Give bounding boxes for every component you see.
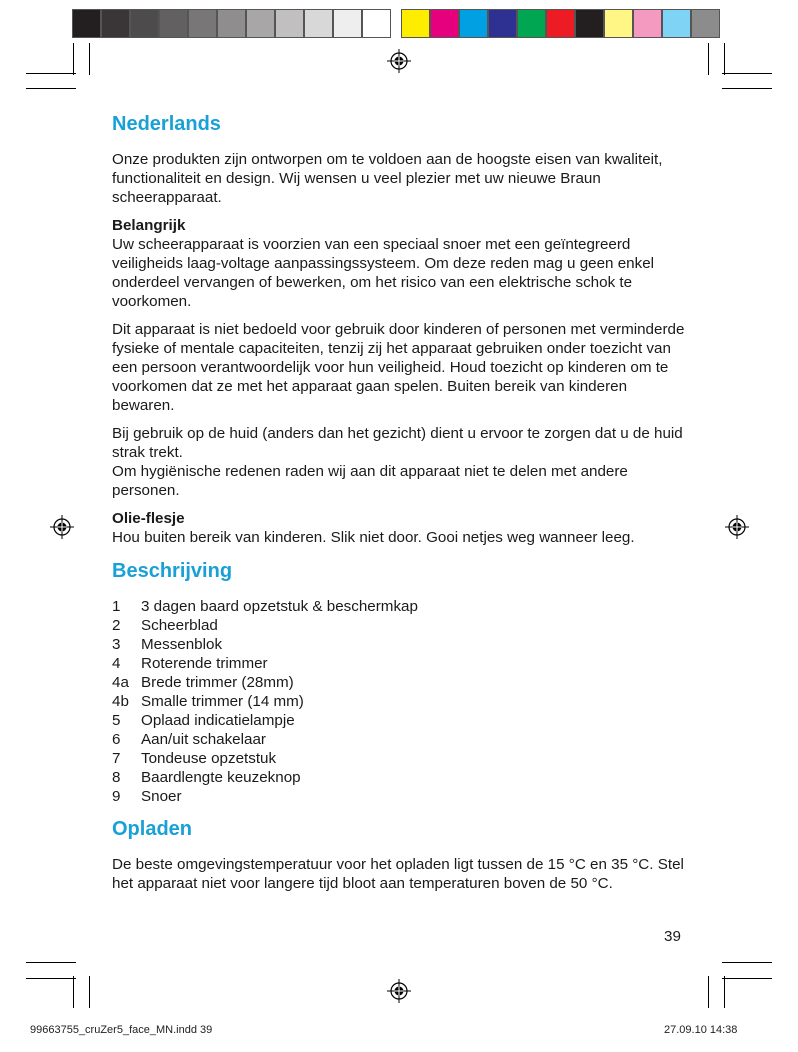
process-swatch: [546, 9, 575, 38]
process-swatch: [517, 9, 546, 38]
registration-mark-top-icon: [387, 49, 411, 73]
list-item: [112, 616, 692, 635]
list-item-text: 3 dagen baard opzetstuk & beschermkap: [141, 598, 418, 615]
list-item-text: Smalle trimmer (14 mm): [141, 693, 304, 710]
grayscale-swatches: [72, 9, 391, 39]
list-item-number: 8: [112, 769, 121, 786]
process-swatch: [430, 9, 459, 38]
footer-date: 27.09.10 14:38: [664, 1024, 738, 1036]
list-item-text: Oplaad indicatielampje: [141, 712, 295, 729]
list-item-number: 1: [112, 598, 121, 615]
list-item-text: Messenblok: [141, 636, 223, 653]
list-item: [112, 730, 692, 749]
list-item: [112, 673, 692, 692]
footer-file-info: 99663755_cruZer5_face_MN.indd 39: [30, 1024, 213, 1036]
registration-mark-bottom-icon: [387, 979, 411, 1003]
list-item: [112, 711, 692, 730]
grays-swatch: [188, 9, 217, 38]
list-item: [112, 597, 692, 616]
list-item-number: 4a: [112, 674, 129, 691]
list-item-number: 9: [112, 788, 121, 805]
process-swatch: [401, 9, 430, 38]
grays-swatch: [101, 9, 130, 38]
oil-text: Hou buiten bereik van kinderen. Slik niet door. Gooi netjes weg wanneer leeg.: [112, 529, 635, 546]
grays-swatch: [130, 9, 159, 38]
registration-mark-left-icon: [50, 515, 74, 539]
list-item-text: Brede trimmer (28mm): [141, 674, 294, 691]
registration-mark-right-icon: [725, 515, 749, 539]
process-swatch: [691, 9, 720, 38]
process-swatch: [662, 9, 691, 38]
important-block: [112, 216, 692, 311]
heading-opladen: Opladen: [112, 818, 193, 840]
grays-swatch: [159, 9, 188, 38]
oil-block: [112, 509, 692, 547]
process-swatch: [604, 9, 633, 38]
heading-nederlands: Nederlands: [112, 113, 221, 135]
oil-label: Olie-flesje: [112, 510, 185, 527]
grays-swatch: [72, 9, 101, 38]
process-swatch: [575, 9, 604, 38]
manual-content: [112, 112, 692, 902]
children-warning-paragraph: Dit apparaat is niet bedoeld voor gebruik door kinderen of personen met verminderde fysieke of mentale capaciteiten, tenzij zij het apparaat gebruiken onder toezicht van een persoon verantwoordelijk voor hun veiligheid. Houd toezicht op kinderen om te voorkomen dat ze met het apparaat gaan spelen. Buiten bereik van kinderen bewaren.: [112, 321, 685, 414]
list-item-number: 4b: [112, 693, 129, 710]
grays-swatch: [246, 9, 275, 38]
grays-swatch: [217, 9, 246, 38]
color-calibration-bar: [72, 9, 720, 39]
skin-hygiene-paragraph: [112, 424, 692, 500]
list-item-text: Baardlengte keuzeknop: [141, 769, 301, 786]
list-item-number: 7: [112, 750, 121, 767]
grays-swatch: [362, 9, 391, 38]
important-label: Belangrijk: [112, 217, 186, 234]
page-number: 39: [664, 928, 681, 945]
list-item: [112, 635, 692, 654]
list-item: [112, 654, 692, 673]
list-item: [112, 768, 692, 787]
process-swatch: [633, 9, 662, 38]
list-item-text: Scheerblad: [141, 617, 218, 634]
list-item-text: Snoer: [141, 788, 182, 805]
list-item: [112, 749, 692, 768]
list-item: [112, 692, 692, 711]
grays-swatch: [275, 9, 304, 38]
list-item: [112, 787, 692, 806]
list-item-number: 6: [112, 731, 121, 748]
list-item-text: Roterende trimmer: [141, 655, 268, 672]
intro-paragraph: Onze produkten zijn ontworpen om te voldoen aan de hoogste eisen van kwaliteit, functionaliteit en design. Wij wensen u veel plezier met uw nieuwe Braun scheerapparaat.: [112, 151, 663, 206]
list-item-number: 3: [112, 636, 121, 653]
important-text: Uw scheerapparaat is voorzien van een speciaal snoer met een geïntegreerd veiligheids laag-voltage aanpassingssysteem. Om deze reden mag u geen enkel onderdeel vervangen of bewerken, om het risico van een elektrische schok te voorkomen.: [112, 236, 655, 310]
process-color-swatches: [401, 9, 720, 39]
charging-paragraph: De beste omgevingstemperatuur voor het opladen ligt tussen de 15 °C en 35 °C. Stel het apparaat niet voor langere tijd bloot aan temperaturen boven de 50 °C.: [112, 856, 684, 892]
heading-beschrijving: Beschrijving: [112, 560, 233, 582]
hygiene-text: Om hygiënische redenen raden wij aan dit apparaat niet te delen met andere personen.: [112, 463, 628, 499]
process-swatch: [488, 9, 517, 38]
list-item-text: Aan/uit schakelaar: [141, 731, 266, 748]
process-swatch: [459, 9, 488, 38]
grays-swatch: [304, 9, 333, 38]
list-item-number: 4: [112, 655, 121, 672]
skin-text: Bij gebruik op de huid (anders dan het gezicht) dient u ervoor te zorgen dat u de huid strak trekt.: [112, 425, 683, 461]
list-item-number: 5: [112, 712, 121, 729]
description-list: [112, 597, 692, 806]
list-item-number: 2: [112, 617, 121, 634]
list-item-text: Tondeuse opzetstuk: [141, 750, 277, 767]
grays-swatch: [333, 9, 362, 38]
